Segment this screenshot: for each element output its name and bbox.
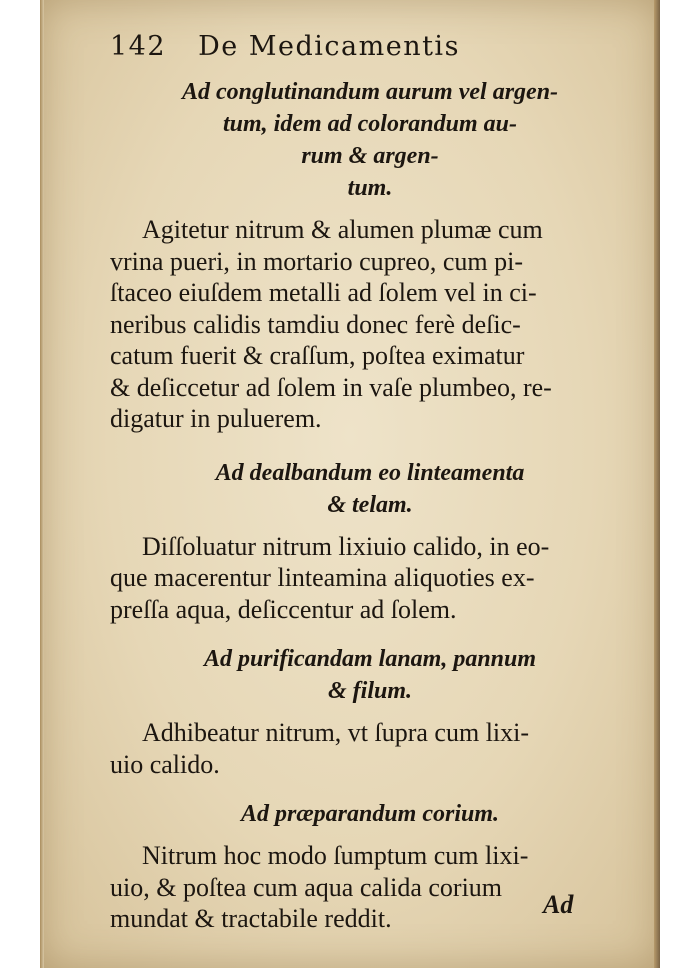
heading-line: Ad conglutinandum aurum vel argen- <box>181 79 559 105</box>
paragraph-line: Adhibeatur nitrum, vt ſupra cum lixi- <box>142 718 530 747</box>
heading-line: Ad dealbandum eo linteamenta <box>215 459 525 486</box>
paragraph-line: digatur in puluerem. <box>110 404 322 433</box>
heading-line: Ad præparandum corium. <box>240 801 500 827</box>
heading-line: & telam. <box>327 491 413 518</box>
paragraph-line: vrina pueri, in mortario cupreo, cum pi- <box>110 246 523 276</box>
paragraph-line: mundat & tractabile reddit. <box>110 904 392 933</box>
paragraph-line: & deſiccetur ad ſolem in vaſe plumbeo, re- <box>110 372 552 402</box>
page-text-block <box>110 22 630 935</box>
section-paragraph <box>110 531 630 626</box>
heading-line: Ad purificandam lanam, pannum <box>203 646 537 672</box>
section-heading <box>110 76 630 204</box>
paragraph-line: catum fuerit & craſſum, poſtea eximatur <box>110 341 525 370</box>
section-paragraph <box>110 840 630 935</box>
paragraph-line: neribus calidis tamdiu donec ferè deſic- <box>110 309 521 339</box>
paragraph-line: uio, & poſtea cum aqua calida corium <box>110 872 503 902</box>
page-fore-edge <box>654 0 660 968</box>
page-number: 142 <box>110 31 167 62</box>
section-heading <box>110 457 630 521</box>
paragraph-line: preſſa aqua, deſiccentur ad ſolem. <box>110 594 457 624</box>
section-heading <box>110 643 630 707</box>
heading-line: & filum. <box>327 678 412 704</box>
section-paragraph <box>110 214 630 435</box>
heading-line: rum & argen- <box>301 143 439 169</box>
running-title: De Medicamentis <box>198 31 460 62</box>
paragraph-line: Nitrum hoc modo ſumptum cum lixi- <box>142 841 529 870</box>
paragraph-line: ſtaceo eiuſdem metalli ad ſolem vel in ci- <box>110 278 537 307</box>
section-paragraph <box>110 717 630 780</box>
page-gutter-edge <box>40 0 44 968</box>
paragraph-line: Diſſoluatur nitrum lixiuio calido, in eo- <box>142 531 550 561</box>
paragraph-line: Agitetur nitrum & alumen plumæ cum <box>142 215 543 244</box>
heading-line: tum, idem ad colorandum au- <box>222 111 518 137</box>
paragraph-line: uio calido. <box>110 749 220 779</box>
section-heading <box>110 798 630 830</box>
catchword: Ad <box>543 890 574 919</box>
heading-line: tum. <box>347 175 393 201</box>
paragraph-line: que macerentur linteamina aliquoties ex- <box>110 563 535 592</box>
running-head <box>110 22 630 72</box>
